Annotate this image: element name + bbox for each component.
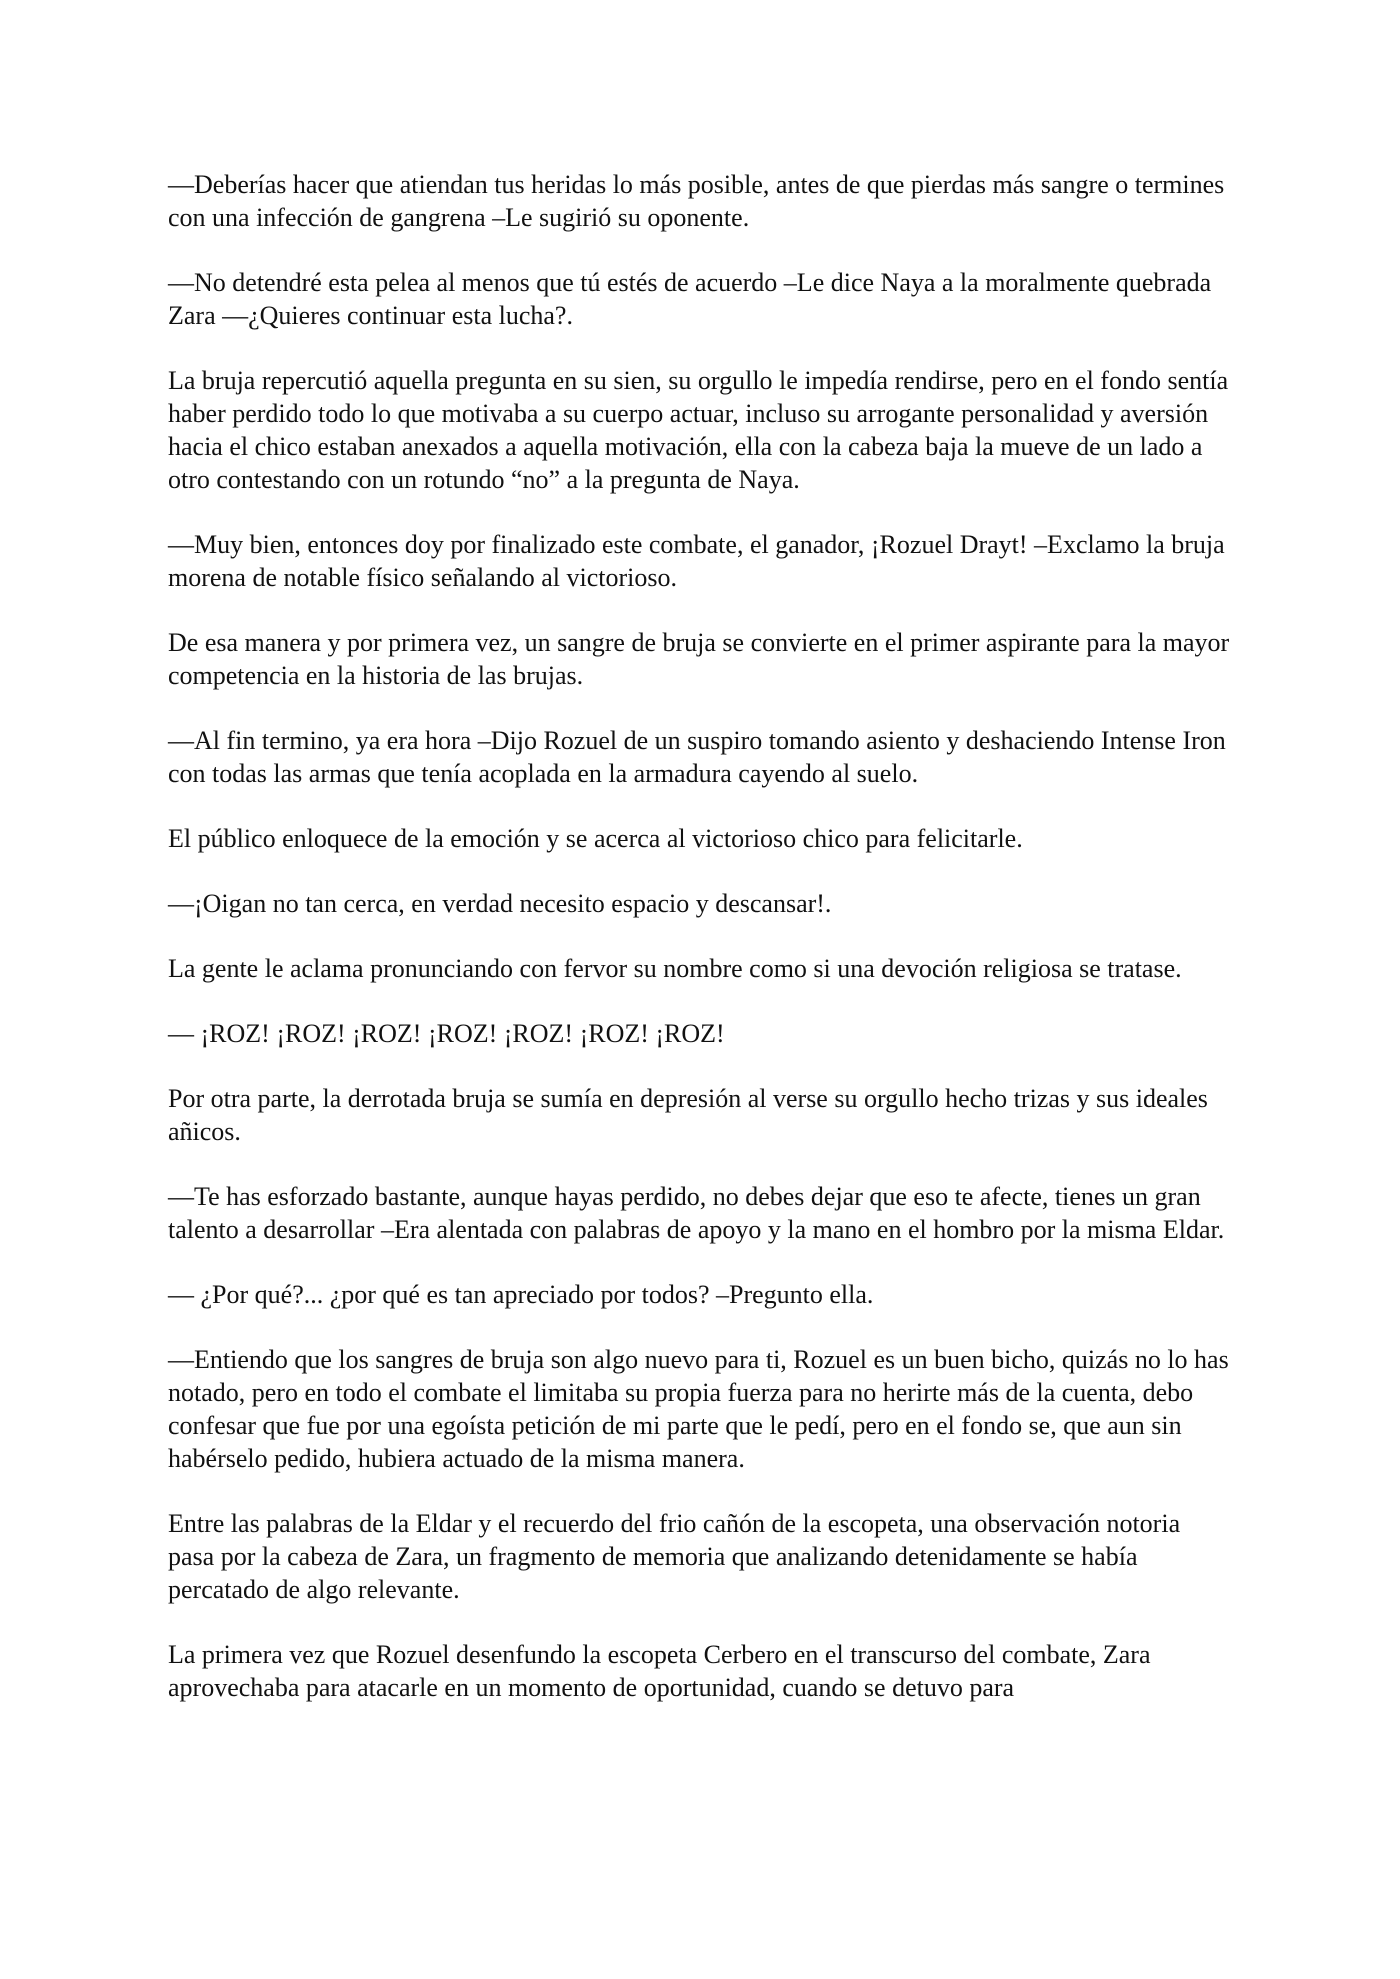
paragraph: La bruja repercutió aquella pregunta en su sien, su orgullo le impedía rendirse, pero en el fondo sentía haber perdido todo lo que motivaba a su cuerpo actuar, incluso su arrogante personalidad y aversión hacia el chico estaban anexados a aquella motivación, ella con la cabeza baja la mueve de un lado a otro contestando con un rotundo “no” a la pregunta de Naya. xyxy=(168,366,1229,494)
paragraph: El público enloquece de la emoción y se acerca al victorioso chico para felicitarle. xyxy=(168,824,1023,853)
paragraph: —Muy bien, entonces doy por finalizado este combate, el ganador, ¡Rozuel Drayt! –Exclamo la bruja morena de notable físico señalando al victorioso. xyxy=(168,530,1225,592)
paragraph: La primera vez que Rozuel desenfundo la escopeta Cerbero en el transcurso del combate, Zara aprovechaba para atacarle en un momento de oportunidad, cuando se detuvo para xyxy=(168,1640,1151,1702)
paragraph: —Te has esforzado bastante, aunque hayas perdido, no debes dejar que eso te afecte, tienes un gran talento a desarrollar –Era alentada con palabras de apoyo y la mano en el hombro por la misma Eldar. xyxy=(168,1182,1225,1244)
paragraph: —Deberías hacer que atiendan tus heridas lo más posible, antes de que pierdas más sangre o termines con una infección de gangrena –Le sugirió su oponente. xyxy=(168,170,1225,232)
page-body xyxy=(168,168,1232,1736)
paragraph: — ¿Por qué?... ¿por qué es tan apreciado por todos? –Pregunto ella. xyxy=(168,1280,874,1309)
paragraph: De esa manera y por primera vez, un sangre de bruja se convierte en el primer aspirante para la mayor competencia en la historia de las brujas. xyxy=(168,628,1230,690)
paragraph: Entre las palabras de la Eldar y el recuerdo del frio cañón de la escopeta, una observación notoria pasa por la cabeza de Zara, un fragmento de memoria que analizando detenidamente se había percatado de algo relevante. xyxy=(168,1509,1181,1604)
paragraph: La gente le aclama pronunciando con fervor su nombre como si una devoción religiosa se tratase. xyxy=(168,954,1182,983)
paragraph: Por otra parte, la derrotada bruja se sumía en depresión al verse su orgullo hecho trizas y sus ideales añicos. xyxy=(168,1084,1208,1146)
paragraph: —No detendré esta pelea al menos que tú estés de acuerdo –Le dice Naya a la moralmente quebrada Zara —¿Quieres continuar esta lucha?. xyxy=(168,268,1212,330)
paragraph: —¡Oigan no tan cerca, en verdad necesito espacio y descansar!. xyxy=(168,889,832,918)
paragraph: —Entiendo que los sangres de bruja son algo nuevo para ti, Rozuel es un buen bicho, quizás no lo has notado, pero en todo el combate el limitaba su propia fuerza para no herirte más de la cuenta, debo confesar que fue por una egoísta petición de mi parte que le pedí, pero en el fondo se, que aun sin habérselo pedido, hubiera actuado de la misma manera. xyxy=(168,1345,1229,1473)
paragraph: — ¡ROZ! ¡ROZ! ¡ROZ! ¡ROZ! ¡ROZ! ¡ROZ! ¡ROZ! xyxy=(168,1019,725,1048)
paragraph: —Al fin termino, ya era hora –Dijo Rozuel de un suspiro tomando asiento y deshaciendo Intense Iron con todas las armas que tenía acoplada en la armadura cayendo al suelo. xyxy=(168,726,1226,788)
